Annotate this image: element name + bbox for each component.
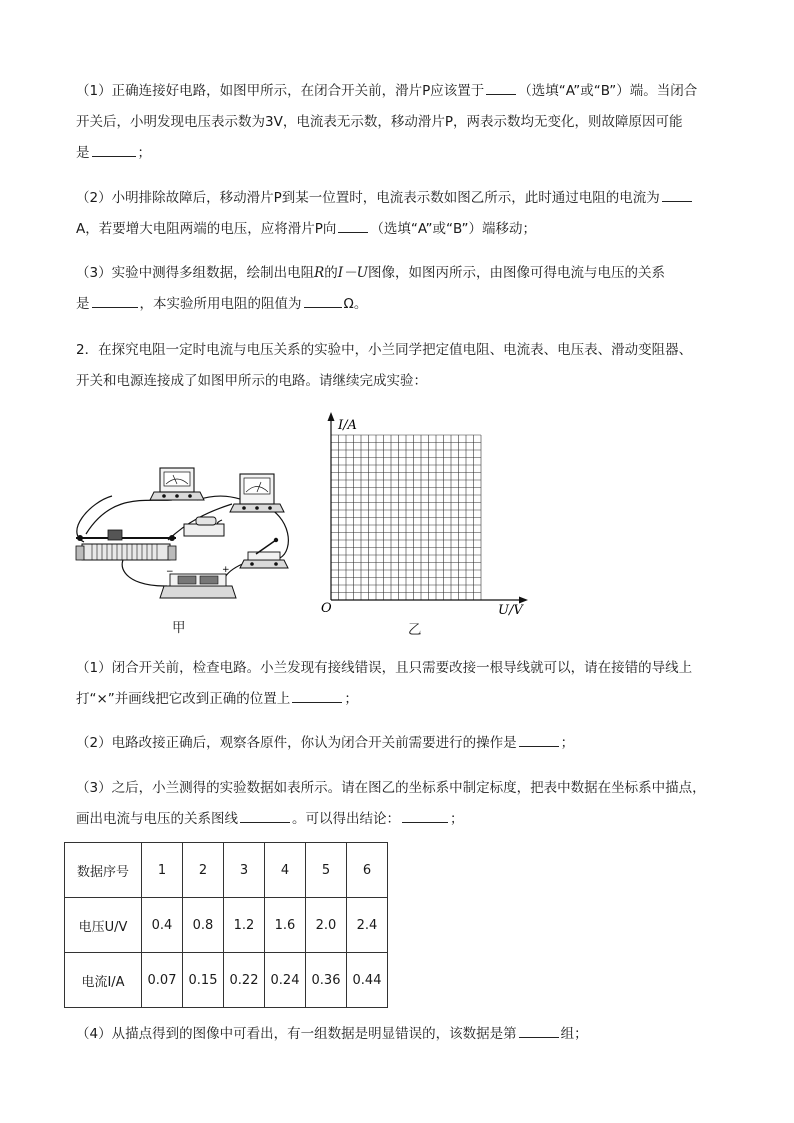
q1-p3-symbol-r: R: [314, 265, 325, 281]
q2-p3-text-d: ；: [450, 811, 464, 827]
q1-part1: [76, 76, 736, 169]
y-axis-arrow-icon: [328, 412, 335, 421]
q1-p3-text-a: （3）实验中测得多组数据，绘制出电阻: [76, 265, 315, 281]
q2-p4-text-b: 组；: [560, 1026, 588, 1042]
q2-p2-blank-operation[interactable]: [519, 731, 559, 747]
switch: [240, 538, 288, 568]
q2-p3-text-c: 。可以得出结论：: [292, 811, 400, 827]
q1-p2-blank-direction[interactable]: [338, 217, 368, 233]
q1-p1-blank-fault[interactable]: [92, 141, 136, 157]
x-axis-label: U/V: [498, 603, 523, 618]
q1-p2-text-a: （2）小明排除故障后，移动滑片P到某一位置时，电流表示数如图乙所示，此时通过电阻的电流为: [76, 190, 660, 206]
q1-p2-text-c: （选填“A”或“B”）端移动；: [370, 221, 536, 237]
table-cell: 0.44: [347, 953, 388, 1008]
ammeter: [150, 468, 204, 500]
table-row-seq: [65, 843, 388, 898]
q2-part4: [76, 1019, 736, 1050]
table-row-current: [65, 953, 388, 1008]
q2-p1-blank-rewire[interactable]: [292, 687, 342, 703]
q1-p3-blank-relation[interactable]: [92, 292, 138, 308]
voltmeter: [230, 474, 284, 512]
table-cell: 4: [265, 843, 306, 898]
figure-caption-jia: 甲: [172, 620, 186, 636]
q2-p3-blank-graph[interactable]: [240, 807, 290, 823]
table-cell: 0.22: [224, 953, 265, 1008]
y-axis-label: I/A: [338, 418, 357, 433]
q1-p3-text-f: Ω。: [343, 296, 368, 312]
q2-part1: [76, 653, 736, 715]
q2-intro-line1: 2．在探究电阻一定时电流与电压关系的实验中，小兰同学把定值电阻、电流表、电压表、滑动变阻器、: [76, 342, 693, 358]
q1-p1-text-c: 开关后，小明发现电压表示数为3V，电流表无示数，移动滑片P，两表示数均无变化，则故障原因可能: [76, 114, 683, 130]
coordinate-grid-figure: [320, 412, 530, 636]
q2-intro: [76, 335, 736, 397]
table-header-voltage: 电压U/V: [65, 898, 142, 953]
wire: [86, 500, 172, 534]
table-cell: 3: [224, 843, 265, 898]
table-row-voltage: [65, 898, 388, 953]
table-cell: 1.6: [265, 898, 306, 953]
q1-p3-symbol-iu: I－U: [337, 265, 368, 281]
table-cell: 0.07: [142, 953, 183, 1008]
table-cell: 2.4: [347, 898, 388, 953]
q2-p1-text-c: ；: [344, 691, 358, 707]
q2-p2-text-b: ；: [560, 735, 575, 751]
table-cell: 0.4: [142, 898, 183, 953]
q2-p1-text-b: 打“×”并画线把它改到正确的位置上: [76, 691, 291, 707]
grid-lines: [331, 435, 481, 600]
q1-p3-text-d: 是: [76, 296, 90, 312]
origin-label: O: [321, 601, 332, 616]
svg-text:−: −: [166, 567, 174, 577]
sliding-rheostat: [76, 530, 176, 560]
table-cell: 5: [306, 843, 347, 898]
q2-intro-line2: 开关和电源连接成了如图甲所示的电路。请继续完成实验：: [76, 373, 427, 389]
table-header-seq: 数据序号: [65, 843, 142, 898]
q1-part3: [76, 258, 736, 320]
q1-p3-text-b: 的: [324, 265, 338, 281]
q2-p1-text-a: （1）闭合开关前，检查电路。小兰发现有接线错误，且只需要改接一根导线就可以，请在接错的导线上: [76, 660, 693, 676]
q2-p2-text-a: （2）电路改接正确后，观察各原件，你认为闭合开关前需要进行的操作是: [76, 735, 517, 751]
data-table: [64, 842, 388, 1008]
q1-p3-text-e: ，本实验所用电阻的阻值为: [139, 296, 302, 312]
q2-p4-text-a: （4）从描点得到的图像中可看出，有一组数据是明显错误的，该数据是第: [76, 1026, 517, 1042]
table-cell: 0.24: [265, 953, 306, 1008]
table-cell: 0.15: [183, 953, 224, 1008]
q2-part3: [76, 773, 736, 835]
circuit-figure: [72, 462, 312, 610]
fixed-resistor: [184, 517, 224, 536]
q1-p3-blank-resistance[interactable]: [304, 292, 342, 308]
q2-p4-blank-group[interactable]: [519, 1022, 559, 1038]
table-cell: 1: [142, 843, 183, 898]
q1-p2-blank-current[interactable]: [662, 186, 692, 202]
q1-p1-text-d: 是: [76, 145, 90, 161]
q2-part2: [76, 728, 736, 759]
battery-pack: [160, 565, 236, 598]
table-cell: 2: [183, 843, 224, 898]
svg-text:+: +: [222, 565, 230, 575]
q2-p3-text-a: （3）之后，小兰测得的实验数据如表所示。请在图乙的坐标系中制定标度，把表中数据在坐标系中描点，: [76, 780, 706, 796]
table-cell: 1.2: [224, 898, 265, 953]
q1-p1-text-e: ；: [137, 145, 151, 161]
table-cell: 2.0: [306, 898, 347, 953]
q1-p1-text-b: （选填“A”或“B”）端。当闭合: [518, 83, 698, 99]
q1-p1-text-a: （1）正确连接好电路，如图甲所示，在闭合开关前，滑片P应该置于: [76, 83, 485, 99]
wire: [77, 496, 112, 542]
table-header-current: 电流I/A: [65, 953, 142, 1008]
q2-p3-blank-conclusion[interactable]: [402, 807, 448, 823]
figure-caption-yi: 乙: [408, 622, 422, 638]
q2-p3-text-b: 画出电流与电压的关系图线: [76, 811, 238, 827]
table-cell: 6: [347, 843, 388, 898]
table-cell: 0.8: [183, 898, 224, 953]
q1-p1-blank-end[interactable]: [486, 79, 516, 95]
q1-p2-text-b: A，若要增大电阻两端的电压，应将滑片P向: [76, 221, 337, 237]
q1-part2: [76, 183, 736, 245]
table-cell: 0.36: [306, 953, 347, 1008]
q1-p3-text-c: 图像，如图丙所示，由图像可得电流与电压的关系: [367, 265, 665, 281]
